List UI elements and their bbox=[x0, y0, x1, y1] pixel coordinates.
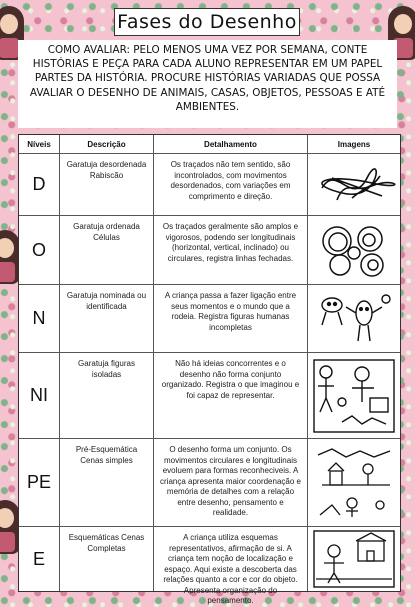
description-cell: Garatuja nominada ou identificada bbox=[60, 285, 154, 352]
level-cell: NI bbox=[19, 353, 60, 438]
description-cell: Garatuja ordenada Células bbox=[60, 216, 154, 284]
doll-decoration-icon bbox=[0, 230, 20, 284]
description-cell: Pré-Esquemática Cenas simples bbox=[60, 439, 154, 526]
detail-cell: O desenho forma um conjunto. Os movimentos circulares e longitudinais evoluem para formas reconheciveis. A criança apresenta maior coordenação e memória de detalhes com a relação entre desenho, pensamento e realidade. bbox=[154, 439, 308, 526]
header-images: Imagens bbox=[337, 139, 371, 149]
level-cell: N bbox=[19, 285, 60, 352]
simple-scene-drawing-icon bbox=[308, 439, 400, 526]
detail-cell: A criança utiliza esquemas representativos, afirmação de si. A criança tem noção de localização e espaço. Aqui existe a descoberta das relações quanto a cor e cor do objeto. Apresenta organização do pensamento. bbox=[154, 527, 308, 591]
complete-scene-drawing-icon bbox=[308, 527, 400, 591]
level-cell: D bbox=[19, 154, 60, 215]
table-header-row bbox=[19, 135, 400, 154]
scribble-drawing-icon bbox=[308, 154, 400, 215]
description-cell: Garatuja desordenada Rabiscão bbox=[60, 154, 154, 215]
table-row bbox=[19, 527, 400, 605]
table-row bbox=[19, 154, 400, 216]
intro-text: COMO AVALIAR: PELO MENOS UMA VEZ POR SEMANA, CONTE HISTÓRIAS E PEÇA PARA CADA ALUNO REPRESENTAR EM UM PAPEL PARTES DA HISTÓRIA. PROCURE HISTÓRIAS VARIADAS QUE POSSA AVALIAR O DESENHO DE ANIMAIS, CASAS, OBJETOS, PESSOAS E ATÉ AMBIENTES. bbox=[18, 40, 397, 128]
table-row bbox=[19, 285, 400, 353]
header-detail: Detalhamento bbox=[154, 135, 308, 153]
table-row bbox=[19, 439, 400, 527]
figures-drawing-icon bbox=[308, 285, 400, 352]
description-cell: Garatuja figuras isoladas bbox=[60, 353, 154, 438]
circles-drawing-icon bbox=[308, 216, 400, 284]
header-description: Descrição bbox=[60, 135, 154, 153]
header-levels: Níveis bbox=[19, 135, 60, 153]
isolated-figures-drawing-icon bbox=[308, 353, 400, 438]
description-cell: Esquemáticas Cenas Completas bbox=[60, 527, 154, 591]
title-box bbox=[114, 8, 300, 36]
level-cell: PE bbox=[19, 439, 60, 526]
table-row bbox=[19, 216, 400, 285]
detail-cell: Os traçados geralmente são amplos e vigorosos, podendo ser longitudinais (horizontal, vertical, inclinado) ou circulares, registra linhas fechadas. bbox=[154, 216, 308, 284]
detail-cell: A criança passa a fazer ligação entre seus momentos e o mundo que a rodeia. Registra figuras humanas incompletas bbox=[154, 285, 308, 352]
table-row bbox=[19, 353, 400, 439]
phases-table bbox=[18, 134, 401, 605]
doll-decoration-icon bbox=[0, 500, 20, 554]
page-title: Fases do Desenho bbox=[117, 11, 297, 33]
level-cell: E bbox=[19, 527, 60, 591]
level-cell: O bbox=[19, 216, 60, 284]
detail-cell: Não há ideias concorrentes e o desenho não forma conjunto organizado. Registra o que imaginou e foi capaz de representar. bbox=[154, 353, 308, 438]
detail-cell: Os traçados não tem sentido, são incontrolados, com movimentos desordenados, com variações em comprimento e direção. bbox=[154, 154, 308, 215]
